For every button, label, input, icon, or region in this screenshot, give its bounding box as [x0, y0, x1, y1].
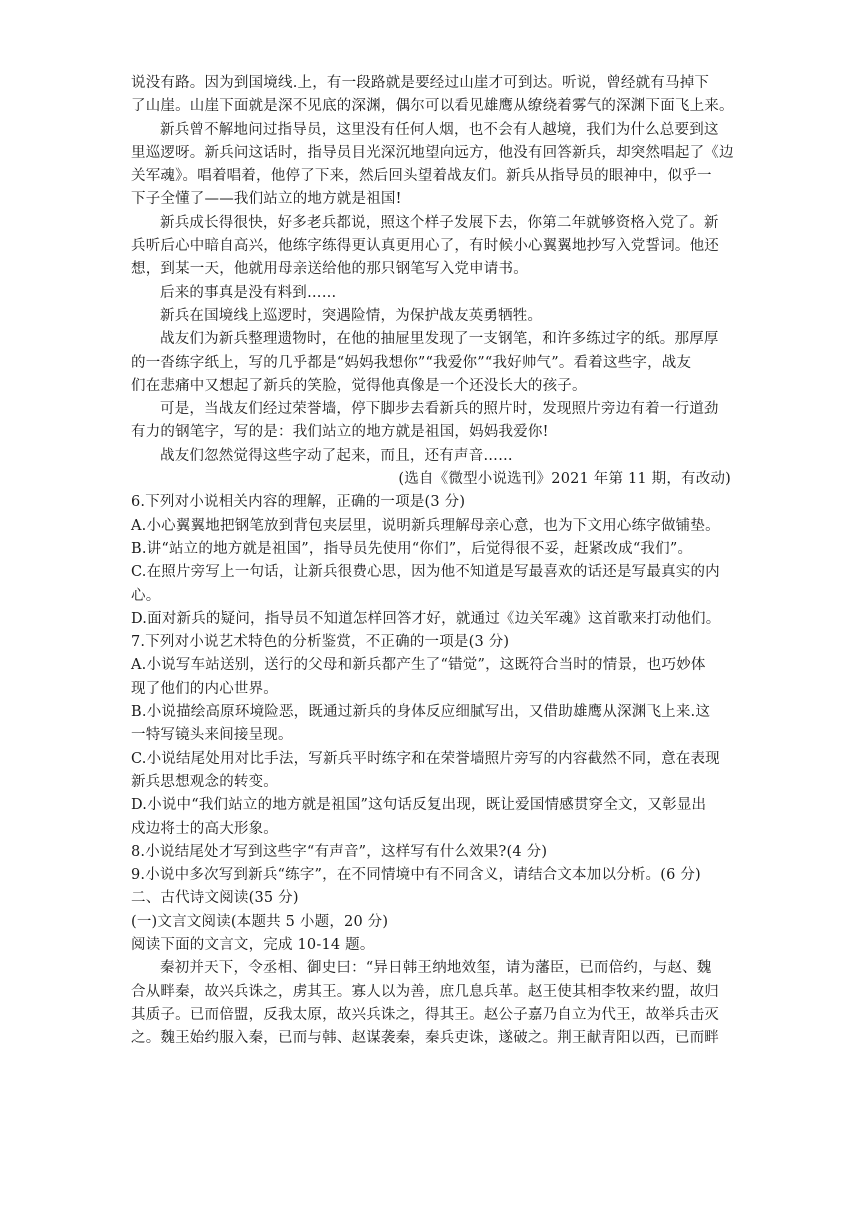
- text-line: D.面对新兵的疑问，指导员不知道怎样回答才好，就通过《边关军魂》这首歌来打动他们。: [131, 610, 721, 627]
- text-line: 秦初并天下，令丞相、御史曰：“异日韩王纳地效玺，请为藩臣，已而倍约，与赵、魏: [160, 960, 712, 977]
- text-line: 了山崖。山崖下面就是深不见底的深渊，偶尔可以看见雄鹰从缭绕着雾气的深渊下面飞上来。: [131, 98, 734, 115]
- text-line: 新兵在国境线上巡逻时，突遇险情，为保护战友英勇牺牲。: [160, 307, 543, 324]
- text-line: 下子全懂了——我们站立的地方就是祖国!: [131, 191, 402, 208]
- text-line: 一特写镜头来间接呈现。: [131, 727, 293, 744]
- text-line: 战友们忽然觉得这些字动了起来，而且，还有声音……: [160, 447, 513, 464]
- text-line: 说没有路。因为到国境线.上，有一段路就是要经过山崖才可到达。听说，曾经就有马掉下: [131, 75, 710, 91]
- text-line: 心。: [131, 587, 161, 604]
- text-line: 7.下列对小说艺术特色的分析鉴赏，不正确的一项是(3 分): [131, 634, 510, 651]
- text-line: 6.下列对小说相关内容的理解，正确的一项是(3 分): [131, 494, 466, 511]
- text-line: C.在照片旁写上一句话，让新兵很费心思，因为他不知道是写最喜欢的话还是写最真实的内: [131, 564, 720, 581]
- text-line: A.小说写车站送别，送行的父母和新兵都产生了“错觉”，这既符合当时的情景，也巧妙体: [131, 657, 706, 674]
- text-line: 新兵曾不解地问过指导员，这里没有任何人烟，也不会有人越境，我们为什么总要到这: [160, 121, 719, 138]
- text-line: 新兵成长得很快，好多老兵都说，照这个样子发展下去，你第二年就够资格入党了。新: [160, 214, 719, 231]
- text-line: 有力的钢笔字，写的是：我们站立的地方就是祖国，妈妈我爱你!: [131, 424, 549, 441]
- text-line: A.小心翼翼地把钢笔放到背包夹层里，说明新兵理解母亲心意，也为下文用心练字做铺垫。: [131, 517, 720, 534]
- text-line: 兵听后心中暗自高兴，他练字练得更认真更用心了，有时候小心翼翼地抄写入党誓词。他还: [131, 238, 719, 255]
- text-line: 现了他们的内心世界。: [131, 680, 278, 697]
- text-line: 戍边将士的高大形象。: [131, 820, 278, 837]
- text-line: (选自《微型小说选刊》2021 年第 11 期，有改动): [398, 471, 731, 488]
- text-line: 后来的事真是没有料到……: [160, 284, 337, 301]
- text-line: 们在悲痛中又想起了新兵的笑脸，觉得他真像是一个还没长大的孩子。: [131, 377, 587, 394]
- text-line: 关军魂》。唱着唱着，他停了下来，然后回头望着战友们。新兵从指导员的眼神中，似乎一: [131, 168, 712, 185]
- text-line: C.小说结尾处用对比手法，写新兵平时练字和在荣誉墙照片旁写的内容截然不同，意在表现: [131, 750, 720, 767]
- text-line: B.讲“站立的地方就是祖国”，指导员先使用“你们”，后觉得很不妥，赶紧改成“我们”。: [131, 540, 693, 557]
- document-body: [131, 72, 734, 1050]
- text-line: 战友们为新兵整理遗物时，在他的抽屉里发现了一支钢笔，和许多练过字的纸。那厚厚: [160, 331, 719, 348]
- text-line: 阅读下面的文言文，完成 10-14 题。: [131, 936, 375, 953]
- text-line: 可是，当战友们经过荣誉墙，停下脚步去看新兵的照片时，发现照片旁边有着一行道劲: [160, 401, 719, 418]
- text-line: 合从畔秦，故兴兵诛之，虏其王。寡人以为善，庶几息兵革。赵王使其相李牧来约盟，故归: [131, 983, 719, 1000]
- text-line: 8.小说结尾处才写到这些字“有声音”，这样写有什么效果?(4 分): [131, 843, 548, 860]
- text-line: 二、古代诗文阅读(35 分): [131, 890, 299, 907]
- text-line: D.小说中“我们站立的地方就是祖国”这句话反复出现，既让爱国情感贯穿全文，又彰显出: [131, 797, 707, 814]
- text-line: 9.小说中多次写到新兵“练字”，在不同情境中有不同含义，请结合文本加以分析。(6 分): [131, 867, 701, 884]
- text-line: 里巡逻呀。新兵问这话时，指导员目光深沉地望向远方，他没有回答新兵，却突然唱起了《边: [131, 144, 734, 161]
- text-line: (一)文言文阅读(本题共 5 小题，20 分): [131, 913, 389, 930]
- text-line: 的一沓练字纸上，写的几乎都是“妈妈我想你”“我爱你”“我好帅气”。看着这些字，战友: [131, 354, 692, 371]
- text-line: 新兵思想观念的转变。: [131, 773, 278, 790]
- text-line: 之。魏王始约服入秦，已而与韩、赵谋袭秦，秦兵吏诛，遂破之。荆王献青阳以西，已而畔: [131, 1030, 719, 1047]
- text-line: 想，到某一天，他就用母亲送给他的那只钢笔写入党申请书。: [131, 261, 528, 278]
- text-line: B.小说描绘高原环境险恶，既通过新兵的身体反应细腻写出，又借助雄鹰从深渊飞上来.这: [131, 704, 711, 721]
- text-line: 其质子。已而倍盟，反我太原，故兴兵诛之，得其王。赵公子嘉乃自立为代王，故举兵击灭: [131, 1006, 719, 1023]
